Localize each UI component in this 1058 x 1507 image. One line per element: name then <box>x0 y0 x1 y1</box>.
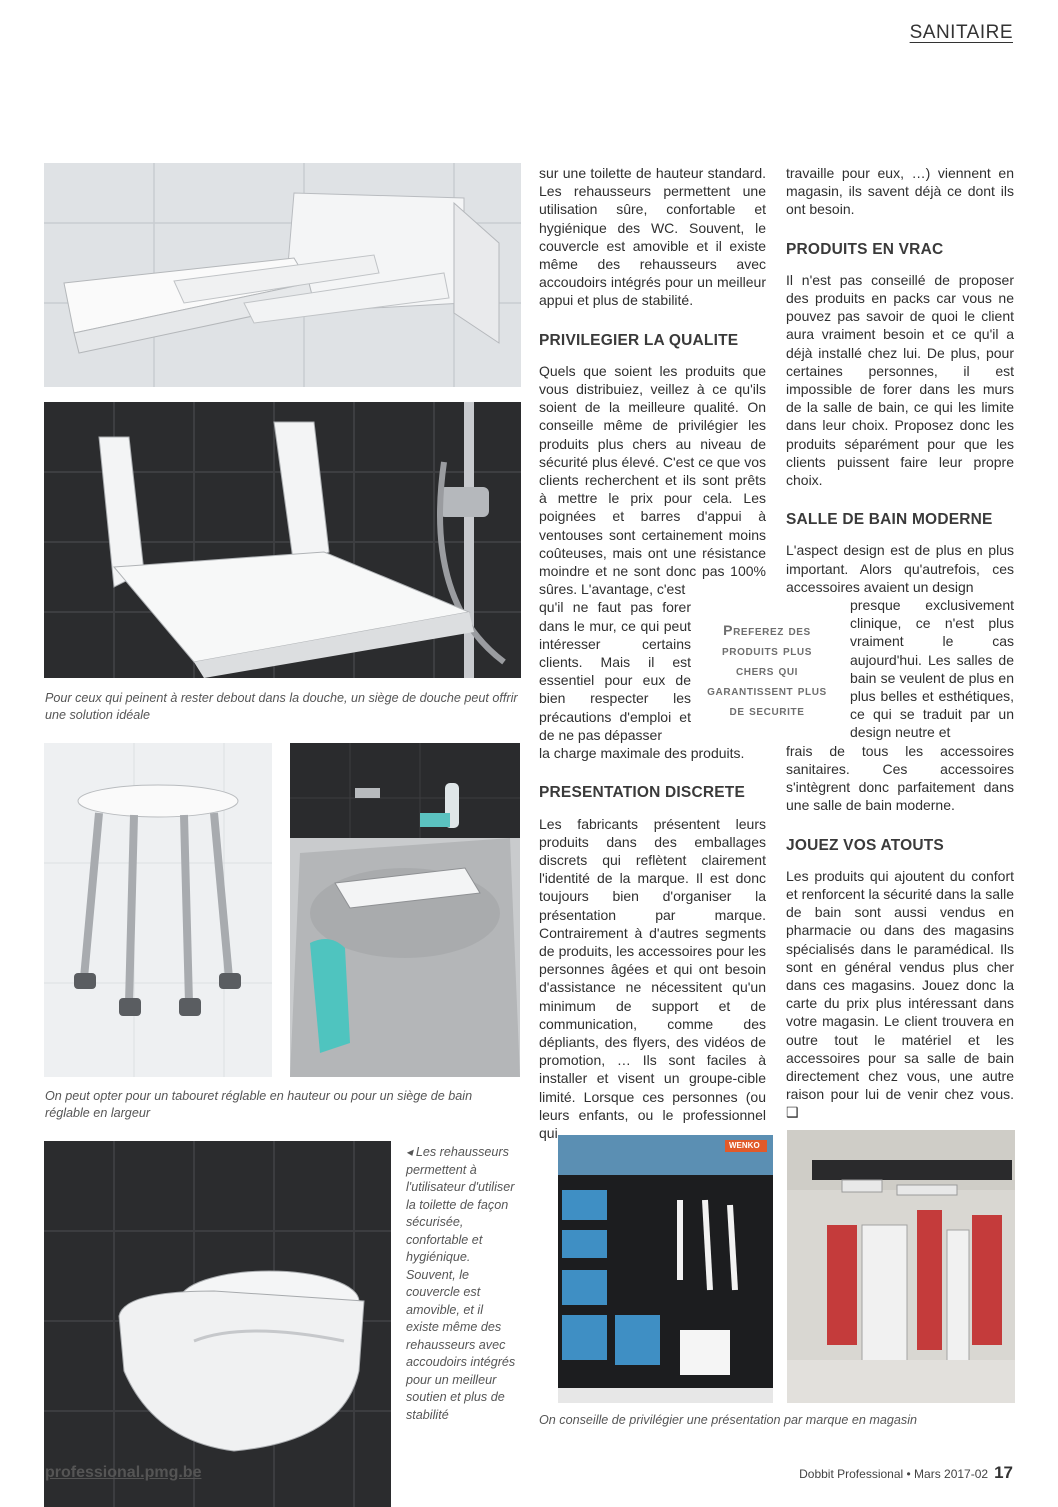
heading-salle-de-bain-moderne: SALLE DE BAIN MODERNE <box>786 511 993 529</box>
footer-website-link[interactable]: professional.pmg.be <box>45 1464 202 1481</box>
heading-presentation-discrete: PRESENTATION DISCRETE <box>539 784 746 802</box>
footer-publication-name: Dobbit Professional • Mars 2017-02 <box>799 1467 989 1481</box>
col1-qualite-b: qu'il ne faut pas forer dans le mur, ce qui peut intéresser certains clients. Mais il est essentiel pour eux de bien respecter les précautions d'emploi et de ne pas dépasser <box>539 599 691 743</box>
caption-store: On conseille de privilégier une présentation par marque en magasin <box>539 1413 918 1427</box>
col2-intro: travaille pour eux, …) viennent en magasin, ils savent déjà ce dont ils ont besoin. <box>786 165 1014 218</box>
col2-moderne-c: frais de tous les accessoires sanitaires. Ces accessoires s'intègrent donc parfaitement dans une salle de bain moderne. <box>786 742 1014 814</box>
col2-atouts: Les produits qui ajoutent du confort et renforcent la sécurité dans la salle de bain sont aussi vendus en pharmacie ou dans des magasins spécialisés dans le paramédical. Ils sont en général vendus plus cher dans ces magasins. Jouez donc la carte du prix plus intéressant dans votre magasin. Le client trouvera en outre tout le matériel et les accessoires pour sa salle de bain directement chez vous, une autre raison pour lui de venir chez vous. ❑ <box>786 867 1015 1121</box>
photo-adjustable-stool <box>44 743 272 1077</box>
col1-qualite-a: Quels que soient les produits que vous distribuiez, veillez à ce qu'ils soient de la meilleure qualité. On conseille même de privilégier les produits plus chers au niveau de sécurité plus élevé. C'est ce que vos clients recherchent et ils sont prêts à mettre le prix pour cela. Les poignées et barres d'appui à ventouses sont certainement moins coûteuses, mais ont une résistance moindre et ne sont donc pas 100% sûres. L'avantage, c'est <box>539 362 766 598</box>
photo-bath-seat <box>290 743 520 1077</box>
photo-store-aisle <box>787 1130 1015 1403</box>
col1-presentation: Les fabricants présentent leurs produits dans des emballages discrets qui reflètent clairement l'identité de la marque. Il est donc toujours bien d'organiser la présentation par marque. Contrairement à d'autres segments de produits, les accessoires pour les personnes âgées et qui ont besoin d'assistance ne nécessitent qu'un minimum de support et de communication, comme des dépliants, des flyers, des vidéos de promotion, … Ils sont faciles à installer et visent un groupe-cible limité. Lorsque ces personnes (ou leurs enfants, ou le professionnel qui <box>539 815 766 1141</box>
caption-stool-bath: On peut opter pour un tabouret réglable en hauteur ou pour un siège de bain réglable en largeur <box>45 1089 473 1120</box>
heading-privilegier-qualite: PRIVILEGIER LA QUALITE <box>539 331 739 349</box>
photo-store-display <box>540 1130 782 1403</box>
col2-moderne-b: presque exclusivement clinique, ce n'est plus vraiment le cas aujourd'hui. Les salles de bain se veulent de plus en plus belles et esthétiques, ce qui se traduit par un design neutre et <box>850 597 1014 741</box>
heading-jouez-vos-atouts: JOUEZ VOS ATOUTS <box>786 836 944 854</box>
section-label: SANITAIRE <box>909 22 1013 43</box>
page-number: 17 <box>994 1463 1013 1482</box>
caption-toilet: ◂ Les rehausseurs permettent à l'utilisateur d'utiliser la toilette de façon sécurisée, confortable et hygiénique. Souvent, le couvercle est amovible, et il existe même des rehausseurs avec accoudoirs intégrés pour un meilleur soutien et plus de stabilité <box>406 1145 516 1422</box>
caption-shower-seat: Pour ceux qui peinent à rester debout dans la douche, un siège de douche peut offrir une solution idéale <box>45 691 518 722</box>
store-brand-sign: WENKO <box>729 1141 760 1150</box>
col1-qualite-c: la charge maximale des produits. <box>539 745 745 762</box>
text-column-2 <box>786 164 1014 1122</box>
col2-moderne-a: L'aspect design est de plus en plus important. Alors qu'autrefois, ces accessoires avaient un design <box>786 542 1014 595</box>
footer-publication <box>799 1463 1013 1483</box>
photo-shower-seat-dark-tiles <box>44 402 521 678</box>
photo-folding-shower-seat <box>44 163 521 387</box>
col1-intro: sur une toilette de hauteur standard. Les rehausseurs permettent une utilisation sûre, confortable et hygiénique des WC. Souvent, le couvercle est amovible et il existe même des rehausseurs avec accoudoirs intégrés pour un meilleur appui et plus de stabilité. <box>539 165 766 309</box>
photo-toilet-seat-raiser <box>44 1141 391 1507</box>
col2-vrac: Il n'est pas conseillé de proposer des produits en packs car vous ne pouvez pas savoir de quoi le client aura vraiment besoin et ce qu'il a déjà installé chez lui. De plus, pour certaines personnes, il est impossible de forer dans les murs de la salle de bain, ce qui les limite dans leur choix. Proposez donc les produits séparément pour que les clients puissent faire leur propre choix. <box>786 271 1014 489</box>
pull-quote: Preferez des produits plus chers qui garantissent plus de securite <box>707 622 827 718</box>
heading-produits-en-vrac: PRODUITS EN VRAC <box>786 240 944 258</box>
